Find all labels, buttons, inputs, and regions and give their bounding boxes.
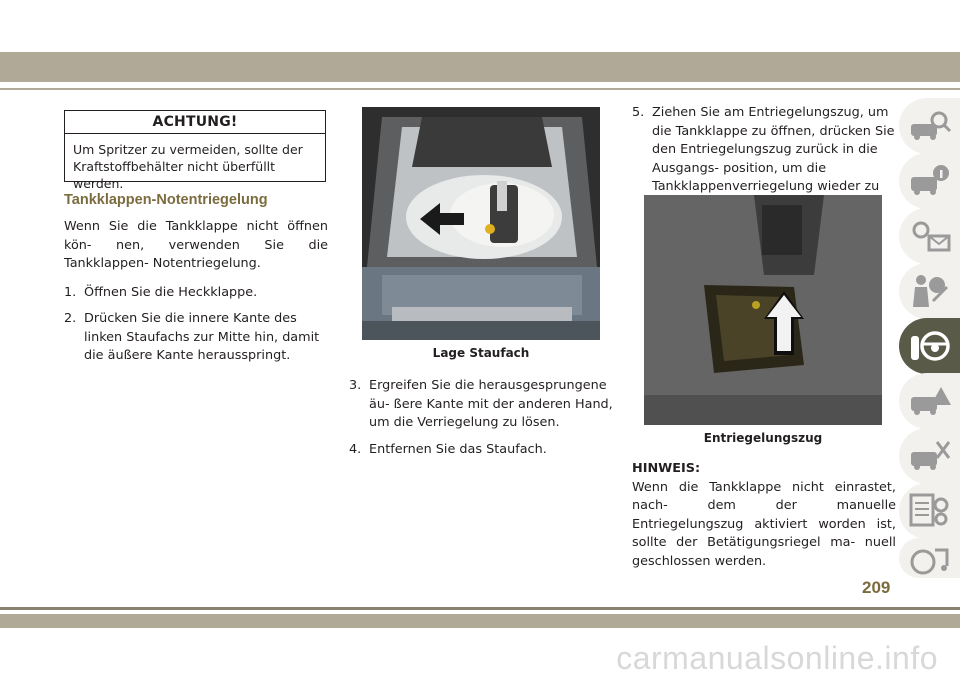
step-text: Ergreifen Sie die herausgesprungene äu- ßere Kante mit der anderen Hand, um die Verriegelung zu lösen. bbox=[369, 378, 613, 430]
storage-photo bbox=[362, 107, 600, 340]
car-search-icon bbox=[907, 106, 953, 146]
step-number: 1. bbox=[64, 284, 77, 300]
release-cable-illustration bbox=[644, 195, 882, 425]
step-number: 5. bbox=[632, 105, 645, 120]
release-cable-photo bbox=[644, 195, 882, 425]
tab-car-warning[interactable] bbox=[899, 373, 960, 429]
warning-box bbox=[64, 110, 326, 191]
note-label: HINWEIS: bbox=[632, 461, 701, 476]
tab-overlay bbox=[899, 318, 960, 374]
top-decor-band bbox=[0, 52, 960, 82]
warning-text: Um Spritzer zu vermeiden, sollte der Kraftstoffbehälter nicht überfüllt werden. bbox=[73, 142, 303, 191]
car-tools-icon bbox=[907, 436, 953, 476]
tab-maintenance[interactable] bbox=[899, 483, 960, 539]
step-4 bbox=[349, 441, 615, 460]
page-number: 209 bbox=[862, 578, 891, 597]
bottom-divider bbox=[0, 607, 960, 610]
step-3 bbox=[349, 377, 615, 433]
step-number: 2. bbox=[64, 311, 77, 326]
storage-caption: Lage Staufach bbox=[432, 346, 530, 360]
car-info-icon bbox=[907, 161, 953, 201]
column-1 bbox=[64, 218, 328, 366]
step-text: Drücken Sie die innere Kante des linken Staufachs zur Mitte hin, damit die äußere Kante herausspringt. bbox=[84, 311, 320, 363]
release-caption: Entriegelungszug bbox=[703, 431, 823, 445]
warning-lights-icon bbox=[907, 216, 953, 256]
tab-car-tools[interactable] bbox=[899, 428, 960, 484]
car-warning-icon bbox=[907, 381, 953, 421]
tab-multimedia[interactable] bbox=[899, 538, 960, 578]
step-number: 4. bbox=[349, 441, 362, 457]
airbag-person-icon bbox=[907, 271, 953, 311]
note-text: Wenn die Tankklappe nicht einrastet, nach- dem der manuelle Entriegelungszug aktiviert worden ist, sollte der Betätigungsriegel ma- nuell geschlossen werden. bbox=[632, 479, 896, 569]
watermark: carmanualsonline.info bbox=[616, 640, 938, 676]
step-1 bbox=[64, 284, 328, 303]
step-text: Öffnen Sie die Heckklappe. bbox=[84, 284, 258, 300]
bottom-decor-band bbox=[0, 614, 960, 628]
section-heading: Tankklappen-Notentriegelung bbox=[64, 192, 268, 208]
note-block bbox=[632, 460, 896, 571]
step-text: Entfernen Sie das Staufach. bbox=[369, 441, 547, 457]
maintenance-list-icon bbox=[907, 491, 953, 531]
multimedia-icon bbox=[907, 546, 953, 578]
column-2 bbox=[349, 377, 615, 459]
warning-title: ACHTUNG! bbox=[65, 111, 325, 134]
step-2 bbox=[64, 310, 328, 366]
intro-paragraph: Wenn Sie die Tankklappe nicht öffnen kön- nen, verwenden Sie die Tankklappen- Notentriegelung. bbox=[64, 219, 328, 271]
tab-car-search[interactable] bbox=[899, 98, 960, 154]
top-divider bbox=[0, 88, 960, 90]
tab-airbag[interactable] bbox=[899, 263, 960, 319]
tab-warning-lights[interactable] bbox=[899, 208, 960, 264]
step-number: 3. bbox=[349, 378, 362, 393]
storage-illustration bbox=[362, 107, 600, 340]
tab-car-info[interactable] bbox=[899, 153, 960, 209]
step-text: Ziehen Sie am Entriegelungszug, um die Tankklappe zu öffnen, drücken Sie den Entriegelungszug zurück in die Ausgangs- position, um die Tankklappenverriegelung wieder zu bbox=[652, 105, 895, 194]
